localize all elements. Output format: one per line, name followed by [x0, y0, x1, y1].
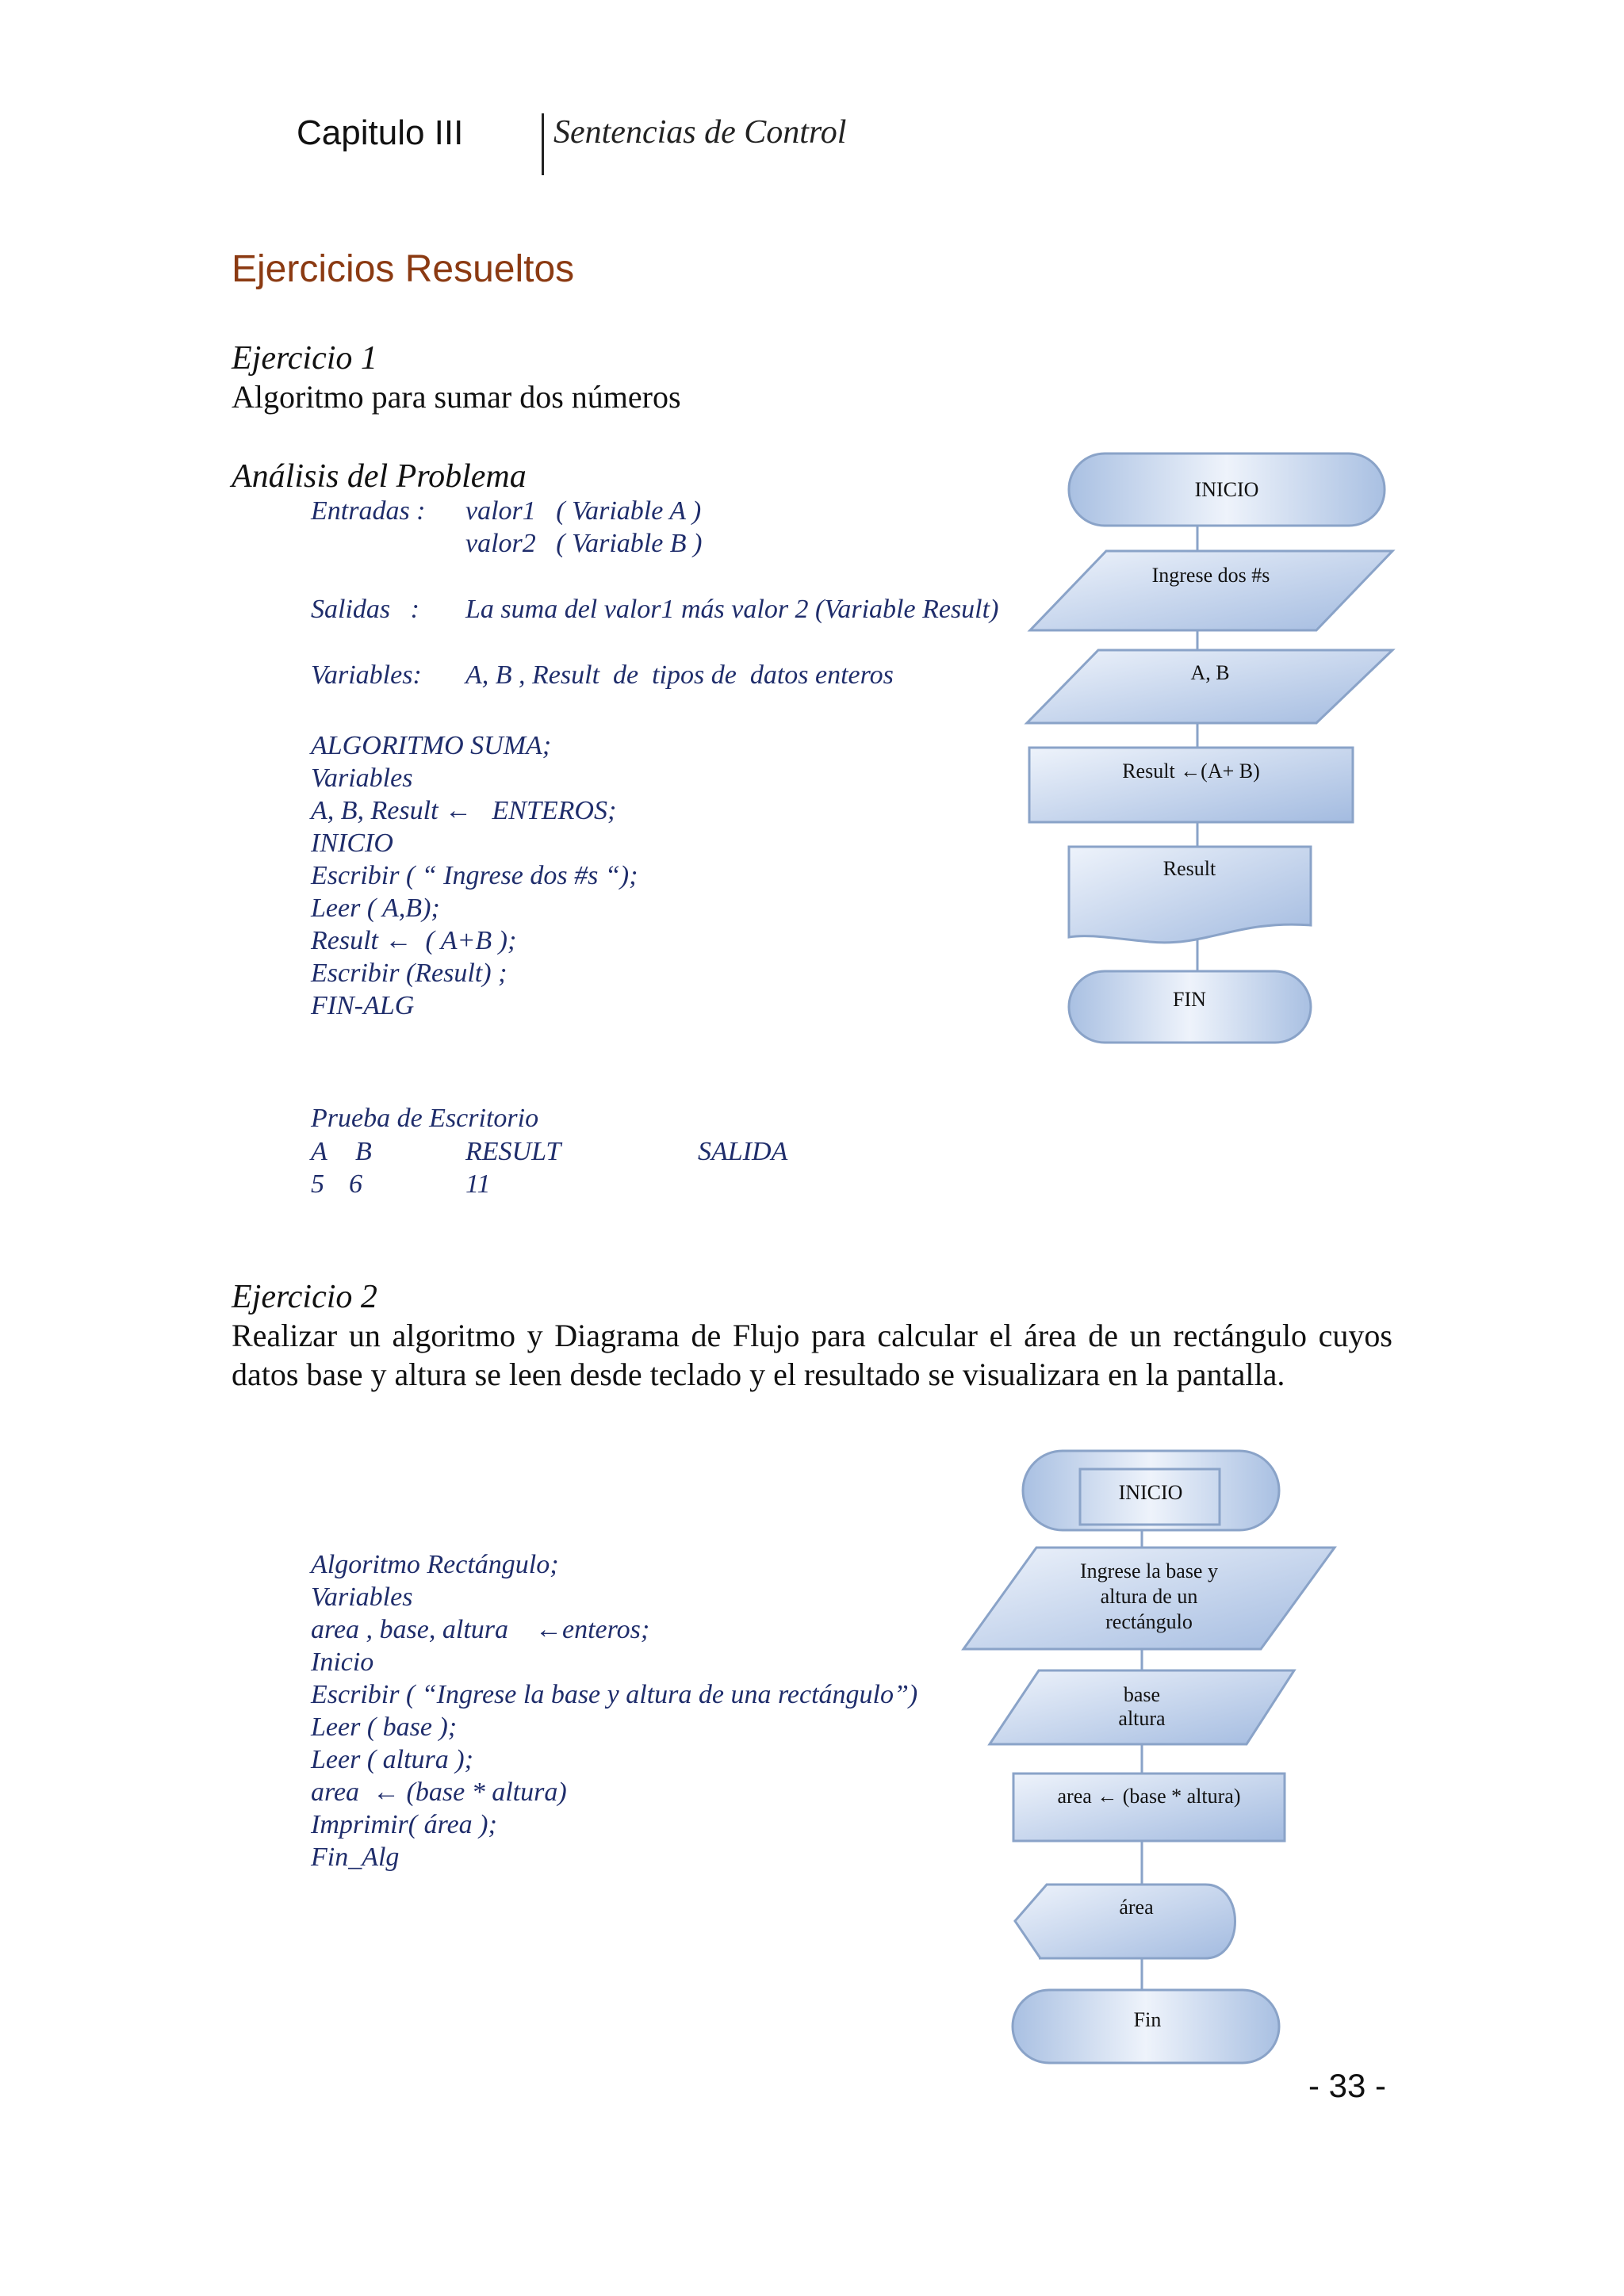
- desk-test-header-b: B: [355, 1137, 372, 1166]
- code-line: A, B, Result ← ENTEROS;: [311, 796, 617, 825]
- flow1-start-label: INICIO: [1194, 477, 1259, 501]
- flow2-input-line-1: base: [1123, 1682, 1161, 1706]
- exercise-1-title: Ejercicio 1: [232, 340, 377, 377]
- chapter-label: Capitulo III: [297, 113, 464, 152]
- flow2-end-label: Fin: [1133, 2007, 1162, 2031]
- desk-test-header-a: A: [311, 1137, 327, 1166]
- flow2-input-line-2: altura: [1118, 1706, 1166, 1730]
- code-line: Leer ( base );: [311, 1712, 458, 1742]
- code-line: area , base, altura ←enteros;: [311, 1615, 650, 1644]
- variables-value: A, B , Result de tipos de datos enteros: [465, 660, 894, 690]
- variables-label: Variables:: [311, 660, 422, 690]
- salidas-label: Salidas :: [311, 595, 419, 624]
- code-line: Escribir (Result) ;: [311, 959, 508, 988]
- code-line: Escribir ( “ Ingrese dos #s “);: [311, 861, 638, 890]
- flowchart-2: [963, 1451, 1335, 2063]
- flow2-prompt-line-1: Ingrese la base y: [1080, 1559, 1218, 1582]
- code-line: Leer ( A,B);: [311, 894, 440, 923]
- exercise-1-subtitle: Algoritmo para sumar dos números: [232, 379, 681, 415]
- flow2-output-label: área: [1119, 1895, 1154, 1919]
- flow1-output-label: Result: [1162, 856, 1216, 880]
- section-label: Sentencias de Control: [553, 114, 847, 151]
- exercise-2-description: Realizar un algoritmo y Diagrama de Flujo para calcular el área de un rectángulo cuyos datos base y altura se leen desde teclado y el resultado se visualizara en la pantalla.: [232, 1318, 1392, 1392]
- code-line: Escribir ( “Ingrese la base y altura de una rectángulo”): [311, 1680, 918, 1709]
- code-line: INICIO: [311, 828, 393, 858]
- code-line: Result ← ( A+B );: [311, 926, 517, 955]
- desk-test-header-salida: SALIDA: [698, 1137, 788, 1166]
- desk-test-header-result: RESULT: [465, 1137, 561, 1166]
- code-line: FIN-ALG: [311, 991, 415, 1020]
- entradas-label: Entradas :: [311, 496, 426, 526]
- code-line: Algoritmo Rectángulo;: [311, 1550, 559, 1579]
- section-title: Ejercicios Resueltos: [232, 248, 575, 290]
- entradas-value-1: valor1 ( Variable A ): [465, 496, 702, 526]
- code-line: Inicio: [311, 1647, 374, 1677]
- desk-test-value-b: 6: [349, 1169, 362, 1199]
- code-line: ALGORITMO SUMA;: [311, 731, 552, 760]
- flow2-process-label: area ← (base * altura): [1057, 1784, 1241, 1808]
- desk-test-value-result: 11: [465, 1169, 491, 1199]
- flow2-start-label: INICIO: [1118, 1480, 1183, 1504]
- code-line: area ← (base * altura): [311, 1777, 567, 1807]
- flow2-prompt-line-3: rectángulo: [1105, 1609, 1193, 1633]
- flow2-prompt-line-2: altura de un: [1100, 1584, 1198, 1608]
- entradas-value-2: valor2 ( Variable B ): [465, 529, 703, 558]
- flow1-end-label: FIN: [1173, 987, 1206, 1011]
- desk-test-title: Prueba de Escritorio: [311, 1104, 539, 1133]
- code-line: Fin_Alg: [311, 1843, 400, 1872]
- flow1-prompt-label: Ingrese dos #s: [1151, 563, 1270, 587]
- flowchart-1: [1027, 453, 1392, 1043]
- analysis-title: Análisis del Problema: [232, 458, 527, 495]
- exercise-2-title: Ejercicio 2: [232, 1279, 377, 1315]
- page-number: - 33 -: [1308, 2067, 1387, 2104]
- desk-test-value-a: 5: [311, 1169, 324, 1199]
- flow1-process-label: Result ←(A+ B): [1122, 759, 1260, 783]
- code-line: Leer ( altura );: [311, 1745, 473, 1774]
- code-line: Variables: [311, 763, 413, 793]
- salidas-value: La suma del valor1 más valor 2 (Variable Result): [465, 595, 999, 624]
- code-line: Variables: [311, 1582, 413, 1612]
- code-line: Imprimir( área );: [311, 1810, 497, 1839]
- flow1-input-label: A, B: [1190, 660, 1230, 684]
- algorithm-2-code: [311, 1548, 917, 1873]
